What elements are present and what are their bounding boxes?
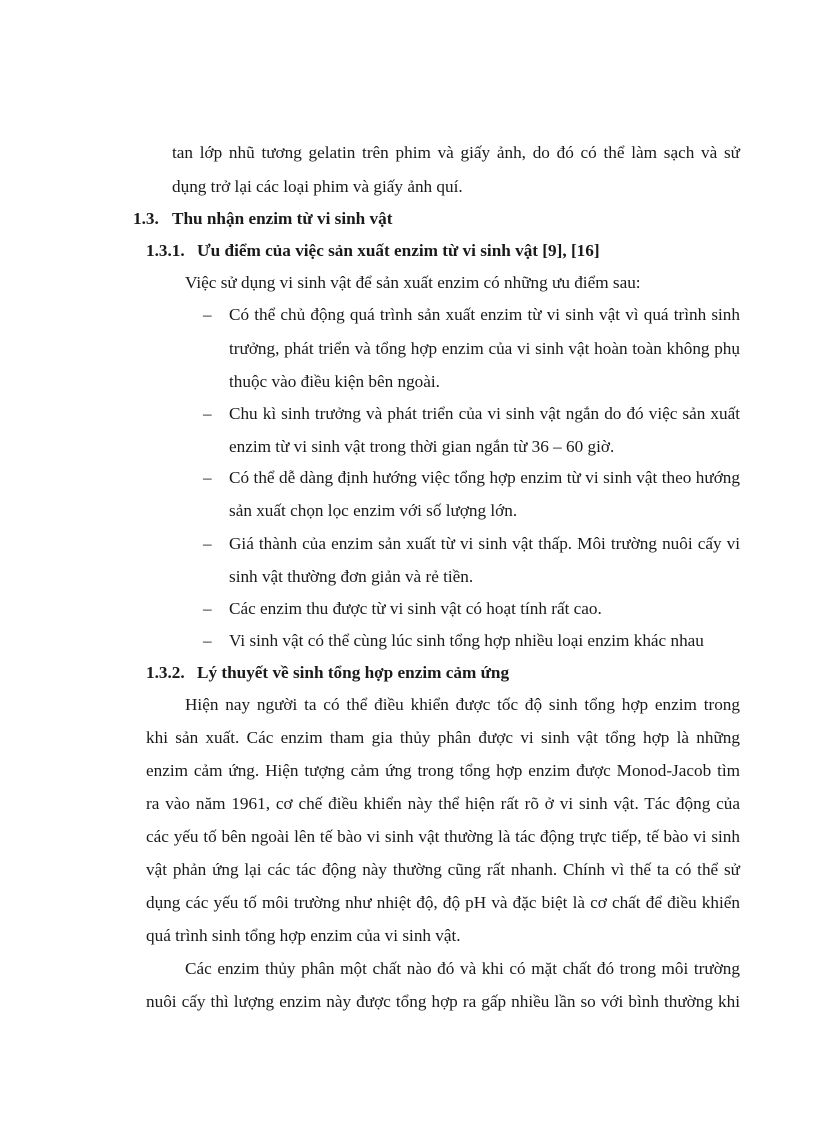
bullet-dash: – — [203, 631, 212, 650]
bullet-dash: – — [203, 599, 212, 618]
section-1-3-1-number: 1.3.1. — [146, 241, 185, 260]
paragraph-line: Các enzim thủy phân một chất nào đó và khi có mặt chất đó trong môi trường — [185, 959, 740, 978]
section-1-3-2-number: 1.3.2. — [146, 663, 185, 682]
bullet-4-line-2: sinh vật thường đơn giản và rẻ tiền. — [229, 567, 474, 586]
bullet-dash: – — [203, 404, 212, 423]
intro-line-1: tan lớp nhũ tương gelatin trên phim và giấy ảnh, do đó có thể làm sạch và sử — [172, 143, 740, 162]
bullet-4-line-1: Giá thành của enzim sản xuất từ vi sinh vật thấp. Môi trường nuôi cấy vi — [229, 534, 740, 553]
bullet-2-line-2: enzim từ vi sinh vật trong thời gian ngắn từ 36 – 60 giờ. — [229, 437, 615, 456]
bullet-6-line-1: Vi sinh vật có thể cùng lúc sinh tổng hợp nhiều loại enzim khác nhau — [229, 631, 704, 650]
bullet-3-line-2: sản xuất chọn lọc enzim với số lượng lớn. — [229, 501, 518, 520]
bullet-1-line-3: thuộc vào điều kiện bên ngoài. — [229, 372, 440, 391]
section-1-3-number: 1.3. — [133, 209, 159, 228]
paragraph-line: khi sản xuất. Các enzim tham gia thủy phân được vi sinh vật tổng hợp là những — [146, 728, 740, 747]
paragraph-line: quá trình sinh tổng hợp enzim của vi sinh vật. — [146, 926, 461, 945]
paragraph-line: ra vào năm 1961, cơ chế điều khiển này thể hiện rất rõ ở vi sinh vật. Tác động của — [146, 794, 740, 813]
bullet-1-line-1: Có thể chủ động quá trình sản xuất enzim từ vi sinh vật vì quá trình sinh — [229, 305, 740, 324]
paragraph-line: enzim cảm ứng. Hiện tượng cảm ứng trong tổng hợp enzim được Monod-Jacob tìm — [146, 761, 740, 780]
paragraph-line: Hiện nay người ta có thể điều khiển được tốc độ sinh tổng hợp enzim trong — [185, 695, 740, 714]
bullet-5-line-1: Các enzim thu được từ vi sinh vật có hoạt tính rất cao. — [229, 599, 602, 618]
bullet-dash: – — [203, 534, 212, 553]
paragraph-line: nuôi cấy thì lượng enzim này được tổng hợp ra gấp nhiều lần so với bình thường khi — [146, 992, 740, 1011]
bullet-dash: – — [203, 305, 212, 324]
bullet-2-line-1: Chu kì sinh trưởng và phát triển của vi sinh vật ngắn do đó việc sản xuất — [229, 404, 740, 423]
paragraph-line: vật phản ứng lại các tác động này thường cũng rất nhanh. Chính vì thế ta có thể sử — [146, 860, 740, 879]
bullet-dash: – — [203, 468, 212, 487]
section-1-3-1-title: Ưu điểm của việc sản xuất enzim từ vi sinh vật [9], [16] — [197, 241, 600, 260]
intro-line-2: dụng trở lại các loại phim và giấy ảnh quí. — [172, 177, 463, 196]
paragraph-line: các yếu tố bên ngoài lên tế bào vi sinh vật thường là tác động trực tiếp, tế bào vi sinh — [146, 827, 740, 846]
section-1-3-2-title: Lý thuyết về sinh tổng hợp enzim cảm ứng — [197, 663, 510, 682]
bullet-1-line-2: trưởng, phát triển và tổng hợp enzim của vi sinh vật hoàn toàn không phụ — [229, 339, 740, 358]
paragraph-line: dụng các yếu tố môi trường như nhiệt độ, độ pH và đặc biệt là cơ chất để điều khiển — [146, 893, 740, 912]
bullet-3-line-1: Có thể dễ dàng định hướng việc tổng hợp enzim từ vi sinh vật theo hướng — [229, 468, 740, 487]
section-1-3-1-lead: Việc sử dụng vi sinh vật để sản xuất enzim có những ưu điểm sau: — [185, 273, 641, 292]
section-1-3-title: Thu nhận enzim từ vi sinh vật — [172, 209, 393, 228]
